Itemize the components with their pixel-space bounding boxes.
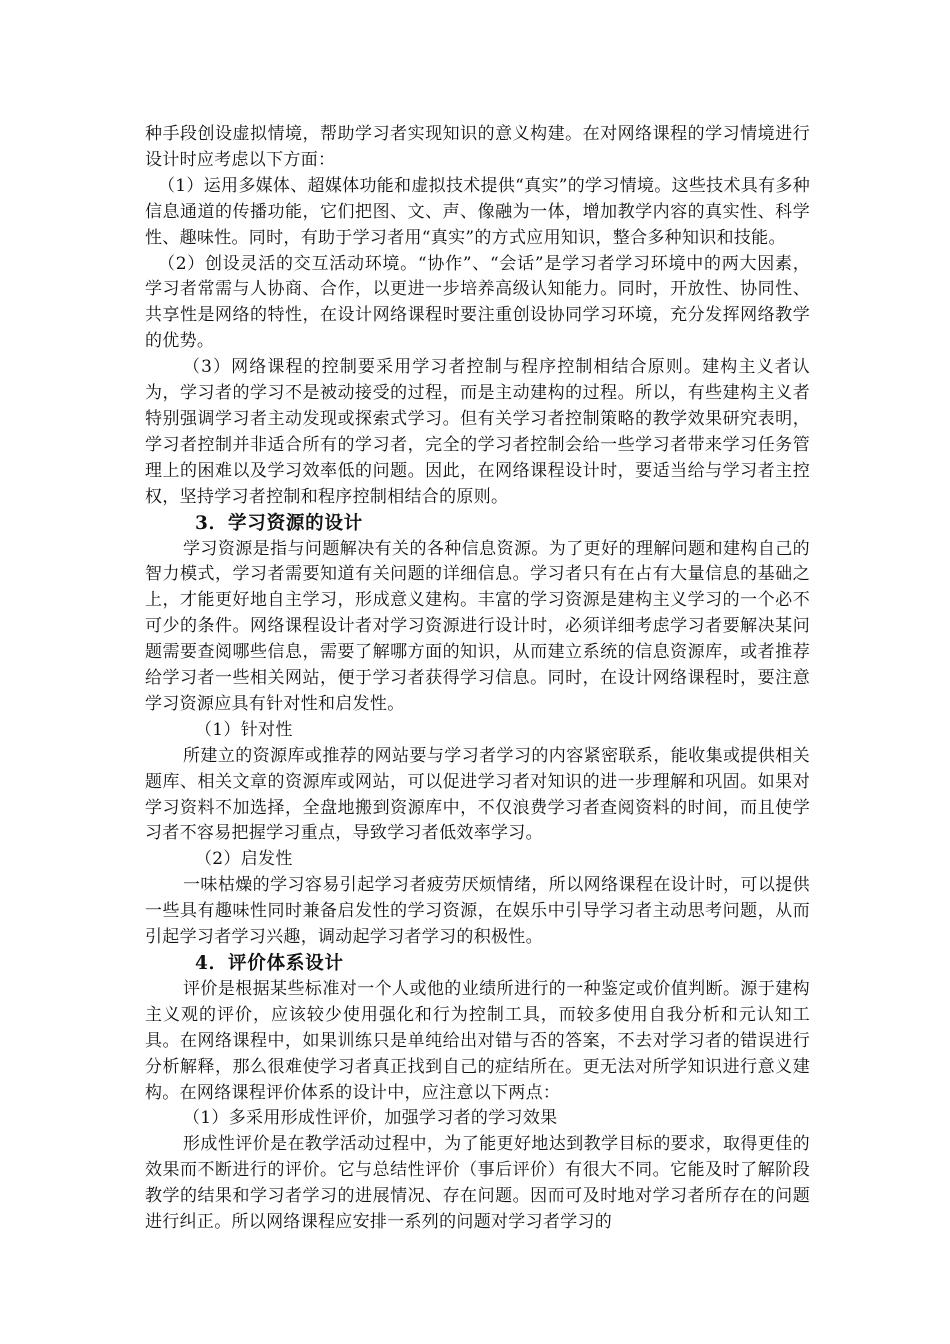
paragraph-inspiration: 一味枯燥的学习容易引起学习者疲劳厌烦情绪，所以网络课程在设计时，可以提供一些具有趣味性同时兼备启发性的学习资源，在娱乐中引导学习者主动思考问题，从而引起学习者学习兴趣，调动起学习者学习的积极性。 (145, 875, 810, 948)
paragraph-evaluation-intro: 评价是根据某些标准对一个人或他的业绩所进行的一种鉴定或价值判断。源于建构主义观的评价，应该较少使用强化和行为控制工具，而较多使用自我分析和元认知工具。在网络课程中，如果训练只是单纯给出对错与否的答案，不去对学习者的错误进行分析解释，那么很难使学习者真正找到自己的症结所在。更无法对所学知识进行意义建构。在网络课程评价体系的设计中，应注意以下两点： (145, 978, 810, 1103)
document-body (145, 122, 810, 1236)
subheading-targeting: （1）针对性 (195, 719, 293, 740)
paragraph-item-1: （1）运用多媒体、超媒体功能和虚拟技术提供“真实”的学习情境。这些技术具有多种信息通道的传播功能，它们把图、文、声、像融为一体，增加教学内容的真实性、科学性、趣味性。同时，有助于学习者用“真实”的方式应用知识，整合多种知识和技能。 (145, 175, 810, 248)
section-heading-3: 3．学习资源的设计 (195, 512, 364, 534)
paragraph-item-2: （2）创设灵活的交互活动环境。“协作”、“会话”是学习者学习环境中的两大因素，学习者常需与人协商、合作，以更进一步培养高级认知能力。同时，开放性、协同性、共享性是网络的特性，在设计网络课程时要注重创设协同学习环境，充分发挥网络教学的优势。 (145, 253, 810, 352)
paragraph-formative: 形成性评价是在教学活动过程中，为了能更好地达到教学目标的要求，取得更佳的效果而不断进行的评价。它与总结性评价（事后评价）有很大不同。它能及时了解阶段教学的结果和学习者学习的进展情况、存在问题。因而可及时地对学习者所存在的问题进行纠正。所以网络课程应安排一系列的问题对学习者学习的 (145, 1134, 810, 1233)
paragraph-resources-intro: 学习资源是指与问题解决有关的各种信息资源。为了更好的理解问题和建构自己的智力模式，学习者需要知道有关问题的详细信息。学习者只有在占有大量信息的基础之上，才能更好地自主学习，形成意义建构。丰富的学习资源是建构主义学习的一个必不可少的条件。网络课程设计者对学习资源进行设计时，必须详细考虑学习者要解决某问题需要查阅哪些信息，需要了解哪方面的知识，从而建立系统的信息资源库，或者推荐给学习者一些相关网站，便于学习者获得学习信息。同时，在设计网络课程时，要注意学习资源应具有针对性和启发性。 (145, 538, 810, 714)
paragraph-continuation: 种手段创设虚拟情境，帮助学习者实现知识的意义构建。在对网络课程的学习情境进行设计时应考虑以下方面： (145, 124, 810, 170)
paragraph-targeting: 所建立的资源库或推荐的网站要与学习者学习的内容紧密联系，能收集或提供相关题库、相关文章的资源库或网站，可以促进学习者对知识的进一步理解和巩固。如果对学习资料不加选择，全盘地搬到资源库中，不仅浪费学习者查阅资料的时间，而且使学习者不容易把握学习重点，导致学习者低效率学习。 (145, 745, 810, 844)
paragraph-item-3: （3）网络课程的控制要采用学习者控制与程序控制相结合原则。建构主义者认为，学习者的学习不是被动接受的过程，而是主动建构的过程。所以，有些建构主义者特别强调学习者主动发现或探索式学习。但有关学习者控制策略的教学效果研究表明，学习者控制并非适合所有的学习者，完全的学习者控制会给一些学习者带来学习任务管理上的困难以及学习效率低的问题。因此，在网络课程设计时，要适当给与学习者主控权，坚持学习者控制和程序控制相结合的原则。 (145, 357, 810, 507)
subheading-inspiration: （2）启发性 (195, 849, 293, 870)
subheading-formative: （1）多采用形成性评价，加强学习者的学习效果 (183, 1108, 558, 1129)
section-heading-4: 4．评价体系设计 (195, 953, 344, 974)
